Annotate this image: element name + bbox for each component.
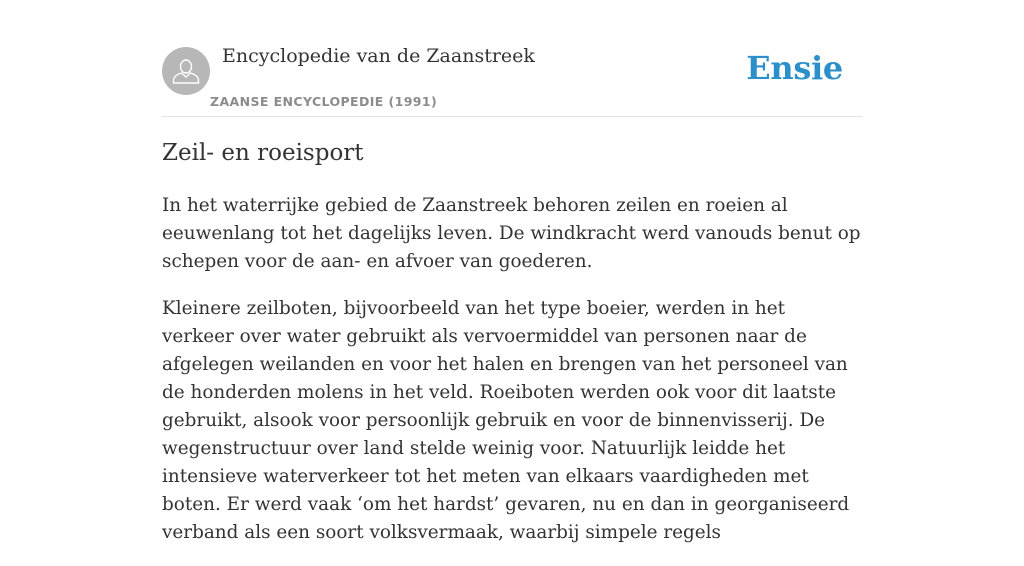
user-silhouette-icon [162, 47, 210, 95]
ensie-logo[interactable]: Ensie [746, 49, 843, 87]
source-header [162, 0, 862, 117]
article-body [162, 192, 862, 566]
article-paragraph: In het waterrijke gebied de Zaanstreek behoren zeilen en roeien al eeuwenlang tot het dagelijks leven. De windkracht werd vanouds benut op schepen voor de aan- en afvoer van goederen. [162, 195, 861, 272]
article-title: Zeil- en roeisport [162, 140, 364, 166]
source-avatar[interactable] [162, 47, 210, 95]
source-subtitle[interactable]: ZAANSE ENCYCLOPEDIE (1991) [210, 94, 438, 109]
source-title[interactable]: Encyclopedie van de Zaanstreek [222, 45, 535, 67]
article-paragraph: Kleinere zeilboten, bijvoorbeeld van het type boeier, werden in het verkeer over water gebruikt als vervoermiddel van personen naar de afgelegen weilanden en voor het halen en brengen van het personeel van de honderden molens in het veld. Roeiboten werden ook voor dit laatste gebruikt, alsook voor persoonlijk gebruik en voor de binnenvisserij. De wegenstructuur over land stelde weinig voor. Natuurlijk leidde het intensieve waterverkeer tot het meten van elkaars vaardigheden met boten. Er werd vaak ‘om het hardst’ gevaren, nu en dan in georganiseerd verband als een soort volksvermaak, waarbij simpele regels [162, 298, 850, 543]
